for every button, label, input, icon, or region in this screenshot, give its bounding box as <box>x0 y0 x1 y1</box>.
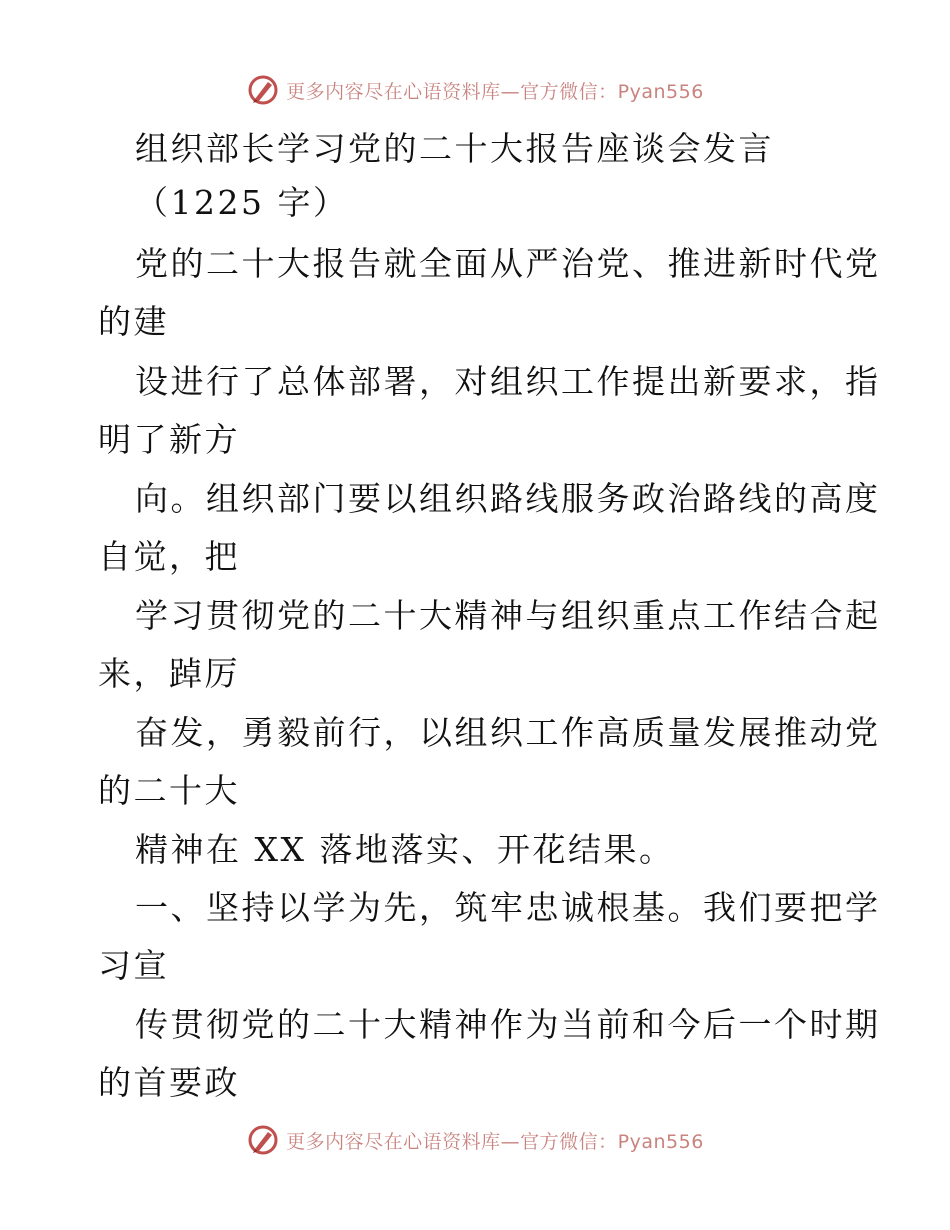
paragraph-line: 习宣 <box>98 946 169 985</box>
paragraph-line: 学习贯彻党的二十大精神与组织重点工作结合起 <box>135 596 881 635</box>
document-title: 组织部长学习党的二十大报告座谈会发言 <box>135 129 774 168</box>
pen-logo-icon <box>246 1123 280 1157</box>
watermark-banner-bottom <box>0 1120 950 1160</box>
watermark-text: 更多内容尽在心语资料库—官方微信：Pyan556 <box>286 80 704 103</box>
paragraph-line: 的首要政 <box>98 1063 240 1102</box>
paragraph-line: 来，踔厉 <box>98 654 240 693</box>
section-heading-line: 一、坚持以学为先，筑牢忠诚根基。我们要把学 <box>135 888 881 927</box>
paragraph-line: 传贯彻党的二十大精神作为当前和今后一个时期 <box>135 1005 881 1044</box>
paragraph-line: 自觉，把 <box>98 537 240 576</box>
word-count: （1225 字） <box>135 183 349 222</box>
paragraph-line: 的建 <box>98 302 169 341</box>
paragraph-line: 党的二十大报告就全面从严治党、推进新时代党 <box>135 244 881 283</box>
paragraph-line: 设进行了总体部署，对组织工作提出新要求，指 <box>135 362 881 401</box>
watermark-text: 更多内容尽在心语资料库—官方微信：Pyan556 <box>286 1130 704 1153</box>
paragraph-line: 向。组织部门要以组织路线服务政治路线的高度 <box>135 479 881 518</box>
paragraph-line: 明了新方 <box>98 420 240 459</box>
paragraph-line: 奋发，勇毅前行，以组织工作高质量发展推动党 <box>135 713 881 752</box>
paragraph-line: 的二十大 <box>98 771 240 810</box>
paragraph-line: 精神在 XX 落地落实、开花结果。 <box>135 830 675 869</box>
